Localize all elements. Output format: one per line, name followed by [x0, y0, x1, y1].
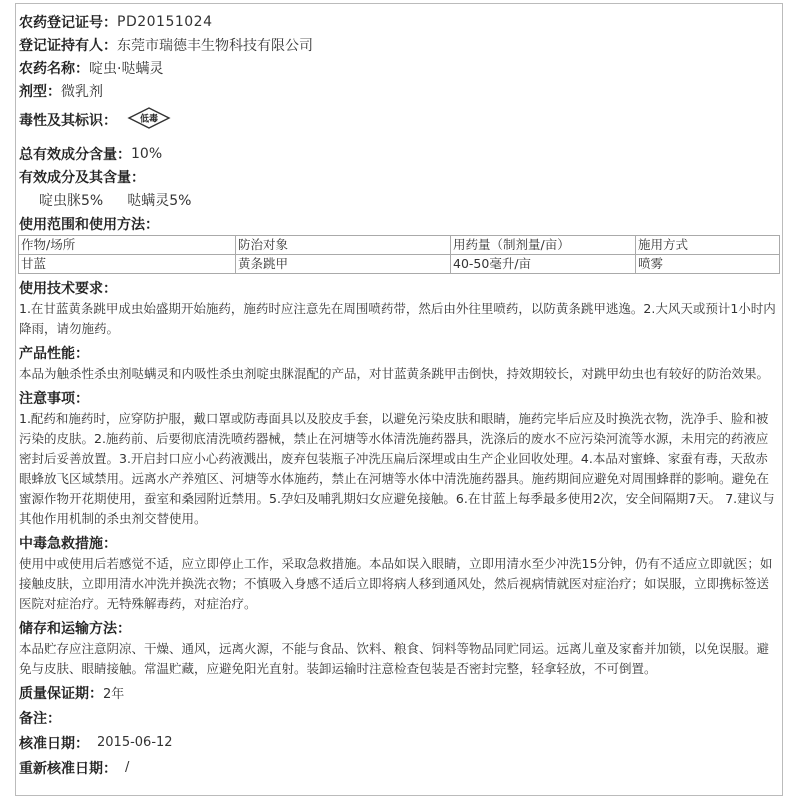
performance-text: 本品为触杀性杀虫剂哒螨灵和内吸性杀虫剂啶虫脒混配的产品，对甘蓝黄条跳甲击倒快，持效期较长，对跳甲幼虫也有较好的防治效果。: [19, 366, 770, 381]
tech-label: 使用技术要求：: [19, 280, 117, 297]
usage-cell: 40-50毫升/亩: [451, 255, 636, 274]
performance-label: 产品性能：: [19, 345, 89, 362]
usage-cell: 黄条跳甲: [236, 255, 451, 274]
ingredients-list: [19, 188, 779, 212]
name-value: 啶虫·哒螨灵: [89, 60, 164, 77]
remarks-row: [19, 706, 779, 729]
notes-label: 注意事项：: [19, 390, 89, 407]
usage-header-cell: 用药量（制剂量/亩）: [451, 236, 636, 255]
approval-date-row: [19, 731, 779, 754]
storage-label: 储存和运输方法：: [19, 620, 131, 637]
ingredients-label: 有效成分及其含量：: [19, 169, 145, 186]
table-row: [19, 255, 780, 274]
reg-no-value: PD20151024: [117, 13, 213, 30]
first-aid-text: 使用中或使用后若感觉不适，应立即停止工作，采取急救措施。本品如误入眼睛，立即用清水至少冲洗15分钟，仍有不适应立即就医；如接触皮肤，立即用清水冲洗并换洗衣物；不慎吸入身感不适后立即将病人移到通风处，然后视病情就医对症治疗；如误服，立即携标签送医院对症治疗。无特殊解毒药，对症治疗。: [19, 556, 773, 611]
usage-header-cell: 施用方式: [636, 236, 780, 255]
holder-value: 东莞市瑞德丰生物科技有限公司: [117, 37, 313, 54]
approval-date-label: 核准日期：: [19, 735, 89, 752]
usage-header-cell: 作物/场所: [19, 236, 236, 255]
ingredients-row: [19, 165, 779, 188]
total-content-row: [19, 142, 779, 165]
notes-text: 1.配药和施药时，应穿防护服，戴口罩或防毒面具以及胶皮手套，以避免污染皮肤和眼睛，施药完毕后应及时换洗衣物，洗净手、脸和被污染的皮肤。2.施药前、后要彻底清洗喷药器械，禁止在河塘等水体清洗施药器具，洗涤后的废水不应污染河流等水源，未用完的药液应密封后妥善放置。3.开启封口应小心药液溅出，废弃包装瓶子冲洗压扁后深埋或由生产企业回收处理。4.本品对蜜蜂、家蚕有毒，天敌赤眼蜂放飞区域禁用。远离水产养殖区、河塘等水体施药，禁止在河塘等水体中清洗施药器具。施药期间应避免对周围蜂群的影响。避免在蜜源作物开花期使用，蚕室和桑园附近禁用。5.孕妇及哺乳期妇女应避免接触。6.在甘蓝上每季最多使用2次，安全间隔期7天。 7.建议与其他作用机制的杀虫剂交替使用。: [19, 411, 775, 526]
ingredient-item: 哒螨灵5%: [127, 193, 192, 209]
performance-heading-row: [19, 341, 779, 364]
holder-row: [19, 33, 779, 56]
label-document: [19, 10, 779, 779]
tech-heading-row: [19, 276, 779, 299]
usage-row: [19, 212, 779, 235]
holder-label: 登记证持有人：: [19, 37, 117, 54]
reapproval-date-value: /: [125, 760, 130, 775]
total-content-value: 10%: [131, 145, 163, 162]
formulation-row: [19, 79, 779, 102]
formulation-value: 微乳剂: [61, 83, 103, 100]
total-content-label: 总有效成分含量：: [19, 146, 131, 163]
approval-date-value: 2015-06-12: [97, 735, 173, 750]
toxicity-badge-text: 低毒: [139, 114, 159, 125]
reg-no-row: [19, 10, 779, 33]
usage-header-cell: 防治对象: [236, 236, 451, 255]
low-toxicity-icon: [127, 106, 171, 134]
name-row: [19, 56, 779, 79]
storage-text: 本品贮存应注意阴凉、干燥、通风，远离火源，不能与食品、饮料、粮食、饲料等物品同贮同运。远离儿童及家畜并加锁，以免误服。避免与皮肤、眼睛接触。常温贮藏，应避免阳光直射。装卸运输时注意检查包装是否密封完整，轻拿轻放，不可倒置。: [19, 641, 770, 676]
usage-header-row: [19, 236, 780, 255]
reg-no-label: 农药登记证号：: [19, 14, 117, 31]
toxicity-label: 毒性及其标识：: [19, 113, 117, 129]
toxicity-row: [19, 102, 779, 138]
first-aid-heading-row: [19, 531, 779, 554]
ingredient-item: 啶虫脒5%: [39, 193, 104, 209]
name-label: 农药名称：: [19, 60, 89, 77]
usage-label: 使用范围和使用方法：: [19, 216, 159, 233]
remarks-label: 备注：: [19, 710, 61, 727]
warranty-row: [19, 681, 779, 704]
usage-cell: 喷雾: [636, 255, 780, 274]
tech-text: 1.在甘蓝黄条跳甲成虫始盛期开始施药，施药时应注意先在周围喷药带，然后由外往里喷药，以防黄条跳甲逃逸。2.大风天或预计1小时内降雨，请勿施药。: [19, 301, 776, 336]
usage-table: [18, 235, 780, 274]
formulation-label: 剂型：: [19, 83, 61, 100]
usage-cell: 甘蓝: [19, 255, 236, 274]
first-aid-label: 中毒急救措施：: [19, 535, 117, 552]
reapproval-date-label: 重新核准日期：: [19, 760, 117, 777]
notes-heading-row: [19, 386, 779, 409]
warranty-label: 质量保证期：: [19, 685, 103, 702]
reapproval-date-row: [19, 756, 779, 779]
warranty-value: 2年: [103, 687, 125, 702]
storage-heading-row: [19, 616, 779, 639]
